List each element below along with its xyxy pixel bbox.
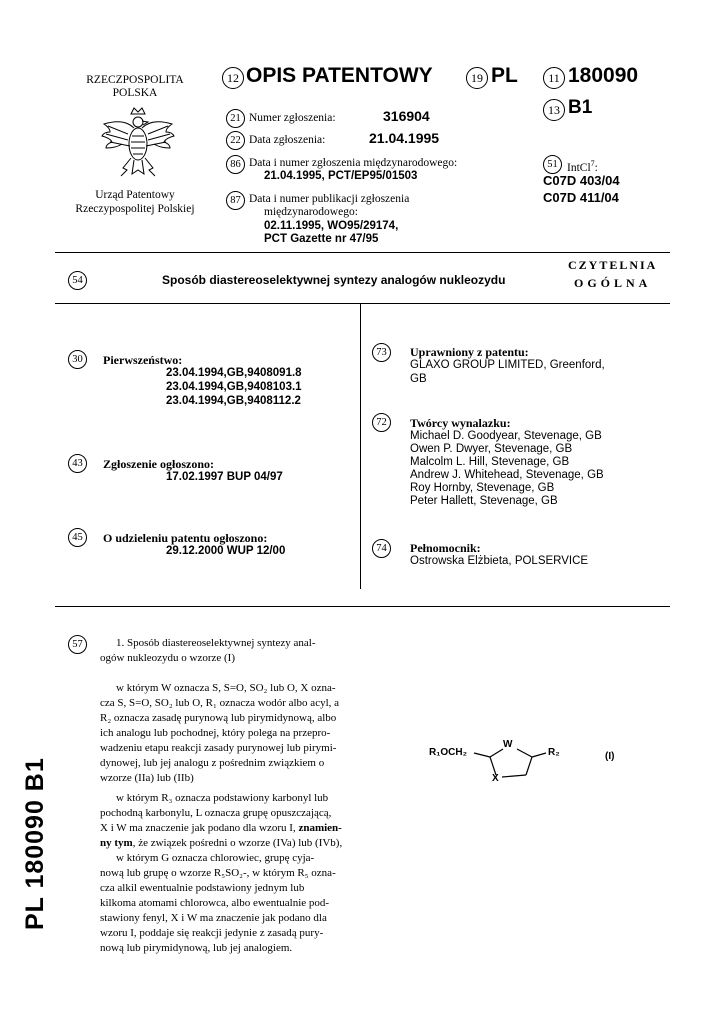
patent-office [55, 188, 215, 216]
code-72-circle: 72 [372, 413, 391, 432]
claim-intro-line-2: ogów nukleozydu o wzorze (I) [100, 652, 236, 664]
patent-number: 180090 [568, 64, 639, 87]
code-86-circle: 86 [226, 155, 245, 174]
code-43-circle: 43 [68, 454, 87, 473]
grant-publication-label: O udzieleniu patentu ogłoszono: [103, 531, 268, 545]
code-22-circle: 22 [226, 131, 245, 150]
owner-line-1: GLAXO GROUP LIMITED, Greenford, [410, 359, 605, 371]
kind-code: B1 [568, 97, 593, 118]
country-line-2: POLSKA [112, 87, 158, 99]
owner-line-2: GB [410, 373, 427, 385]
application-number: 316904 [383, 108, 430, 124]
stamp-general: OGÓLNA [574, 276, 652, 290]
formula-r2-group: R₂ [548, 747, 560, 758]
claim-line: wzoru I, poddaje się reakcji jedynie z zasadą pury- [100, 927, 324, 939]
application-number-label: Numer zgłoszenia: [249, 112, 336, 124]
side-patent-label: PL 180090 B1 [21, 757, 49, 930]
code-12-circle: 12 [222, 67, 244, 89]
intl-publication-label-2: międzynarodowego: [264, 206, 358, 218]
code-51-circle: 51 [543, 155, 562, 174]
code-11-circle: 11 [543, 67, 565, 89]
intl-application-label: Data i numer zgłoszenia międzynarodowego: [249, 157, 458, 169]
claim-intro [100, 636, 360, 666]
formula-w-atom: W [503, 739, 513, 750]
intl-publication-label-1: Data i numer publikacji zgłoszenia [249, 193, 410, 205]
code-87-circle: 87 [226, 191, 245, 210]
code-19-circle: 19 [466, 67, 488, 89]
claim-line: ich analogu lub pochodnej, który polega na przepro- [100, 727, 331, 739]
attorney-value: Ostrowska Elżbieta, POLSERVICE [410, 555, 589, 567]
rule-claims-top [55, 606, 670, 607]
issuing-country [60, 74, 210, 100]
claim-line: kilkoma atomami chlorowca, albo ewentualnie pod- [100, 897, 330, 909]
priority-3: 23.04.1994,GB,9408112.2 [166, 395, 301, 407]
inventor-1: Michael D. Goodyear, Stevenage, GB [410, 430, 602, 442]
claim-definition [100, 681, 360, 786]
code-13-circle: 13 [543, 99, 565, 121]
inventor-2: Owen P. Dwyer, Stevenage, GB [410, 443, 573, 455]
formula-x-atom: X [492, 773, 499, 784]
application-publication-value: 17.02.1997 BUP 04/97 [166, 471, 283, 483]
claim-line: ny tym, że związek pośredni o wzorze (IVa) lub (IVb), [100, 837, 343, 849]
application-publication-label: Zgłoszenie ogłoszono: [103, 457, 214, 471]
inventor-3: Malcolm L. Hill, Stevenage, GB [410, 456, 570, 468]
country-code: PL [491, 64, 518, 87]
intcl-class-1: C07D 403/04 [543, 173, 620, 188]
code-57-circle: 57 [68, 635, 87, 654]
claim-line: w którym W oznacza S, S=O, SO₂ lub O, X ozna- [116, 682, 336, 694]
claim-line: X i W ma znaczenie jak podano dla wzoru I, znamien- [100, 822, 342, 834]
claim-line: nową lub pirymidynową, lub jej analogiem. [100, 942, 293, 954]
rule-title-bottom [55, 303, 670, 304]
formula-id: (I) [605, 751, 615, 762]
claim-line: pochodną karbonylu, L oznacza grupę opuszczającą, [100, 807, 332, 819]
patent-title: Sposób diastereoselektywnej syntezy analogów nukleozydu [162, 273, 506, 287]
priority-1: 23.04.1994,GB,9408091.8 [166, 367, 302, 379]
code-30-circle: 30 [68, 350, 87, 369]
eagle-emblem-icon [98, 104, 178, 180]
claim-intro-line-1: 1. Sposób diastereoselektywnej syntezy anal- [116, 637, 316, 649]
inventors-label: Twórcy wynalazku: [410, 416, 511, 430]
rule-title-top [55, 252, 670, 253]
code-54-circle: 54 [68, 271, 87, 290]
inventor-6: Peter Hallett, Stevenage, GB [410, 495, 558, 507]
claim-line: w którym G oznacza chlorowiec, grupę cyja- [116, 852, 315, 864]
office-line-1: Urząd Patentowy [95, 189, 175, 201]
column-divider [360, 304, 361, 589]
priority-2: 23.04.1994,GB,9408103.1 [166, 381, 302, 393]
filing-date: 21.04.1995 [369, 130, 440, 146]
formula-left-group: R₁OCH₂ [429, 747, 468, 758]
code-74-circle: 74 [372, 539, 391, 558]
claim-line: nową lub grupę o wzorze R₅SO₂-, w którym R₅ ozna- [100, 867, 336, 879]
grant-publication-value: 29.12.2000 WUP 12/00 [166, 545, 286, 557]
intl-publication-value-2: PCT Gazette nr 47/95 [264, 233, 379, 245]
priority-label: Pierwszeństwo: [103, 353, 183, 367]
claim-line: stawiony fenyl, X i W ma znaczenie jak podano dla [100, 912, 327, 924]
claim-line: R₂ oznacza zasadę purynową lub pirymidynową, albo [100, 712, 337, 724]
claim-line: wadzeniu etapu reakcji zasady purynowej lub pirymi- [100, 742, 337, 754]
code-73-circle: 73 [372, 343, 391, 362]
inventor-5: Roy Hornby, Stevenage, GB [410, 482, 555, 494]
owner-label: Uprawniony z patentu: [410, 345, 529, 359]
claim-line: cza alkil ewentualnie podstawiony jednym lub [100, 882, 305, 894]
code-45-circle: 45 [68, 528, 87, 547]
intl-application-value: 21.04.1995, PCT/EP95/01503 [264, 170, 418, 182]
intl-publication-value-1: 02.11.1995, WO95/29174, [264, 220, 399, 232]
claim-line: cza S, S=O, SO₂ lub O, R₁ oznacza wodór albo acyl, a [100, 697, 340, 709]
stamp-reading-room: CZYTELNIA [568, 258, 658, 272]
intcl-label: IntCl$^7$: [567, 159, 598, 174]
country-line-1: RZECZPOSPOLITA [86, 74, 184, 86]
claim-line: dynowej, lub jej analogu z pośrednim związkiem o [100, 757, 325, 769]
inventor-4: Andrew J. Whitehead, Stevenage, GB [410, 469, 604, 481]
claim-reaction [100, 851, 360, 956]
intcl-class-2: C07D 411/04 [543, 190, 619, 205]
claim-line: wzorze (IIa) lub (IIb) [100, 772, 194, 784]
office-line-2: Rzeczypospolitej Polskiej [75, 203, 195, 215]
claim-line: w którym R₃ oznacza podstawiony karbonyl lub [116, 792, 329, 804]
attorney-label: Pełnomocnik: [410, 541, 481, 555]
filing-date-label: Data zgłoszenia: [249, 134, 326, 146]
code-21-circle: 21 [226, 109, 245, 128]
document-type: OPIS PATENTOWY [246, 64, 433, 87]
claim-characterizing [100, 791, 360, 851]
